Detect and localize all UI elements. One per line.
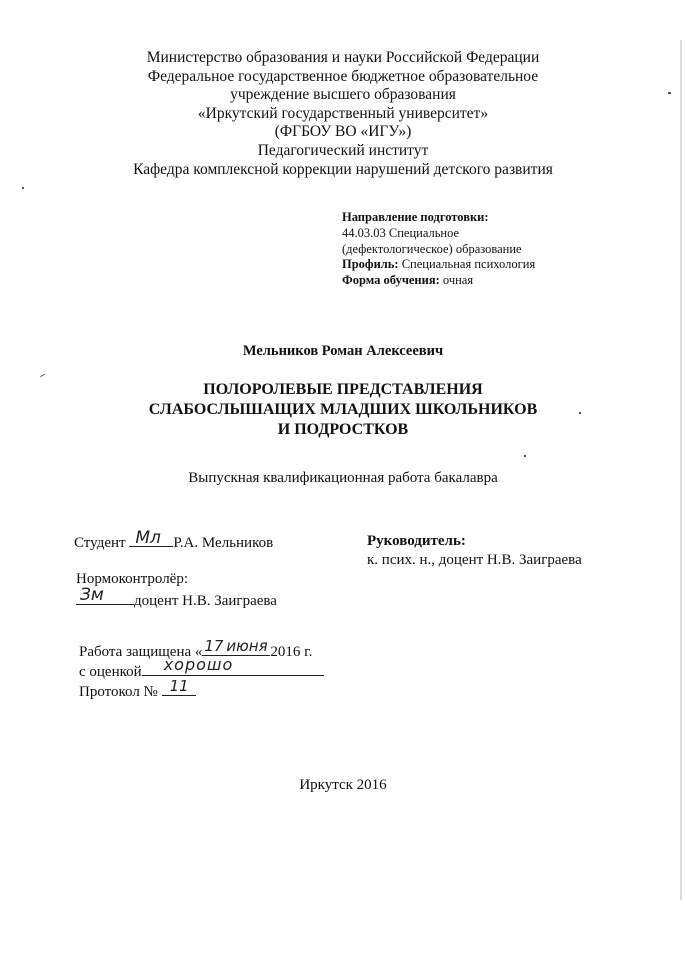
student-label: Студент [74, 535, 126, 551]
ministry-line: Министерство образования и науки Российской Федерации [146, 49, 540, 66]
protocol-number: 11 [169, 677, 189, 695]
department-line: Кафедра комплексной коррекции нарушений детского развития [133, 160, 553, 178]
defense-month-field [224, 637, 270, 656]
direction-label: Направление подготовки: [342, 210, 489, 224]
direction-value-1: 44.03.03 Специальное [342, 225, 460, 240]
university-name-line: «Иркутский государственный университет» [197, 104, 489, 122]
student-signature: Мл [135, 528, 161, 548]
defense-prefix: Работа защищена « [79, 644, 203, 660]
university-abbrev-line: (ФГБОУ ВО «ИГУ») [274, 123, 412, 141]
grade-label: с оценкой [79, 664, 142, 680]
grade-field [142, 655, 324, 676]
institution-header [0, 49, 686, 179]
education-level-line: учреждение высшего образования [230, 86, 456, 104]
title-line-3: И ПОДРОСТКОВ [277, 421, 409, 438]
direction-value-2: (дефектологическое) образование [342, 241, 522, 256]
institute-line: Педагогический институт [257, 141, 429, 159]
thesis-title [0, 380, 686, 440]
form-value: очная [439, 273, 474, 288]
normocontroller-signature: Зм [80, 585, 104, 605]
supervisor-block [367, 532, 582, 570]
student-line [74, 528, 274, 552]
scan-speck [524, 455, 526, 457]
profile-value: Специальная психология [398, 257, 536, 272]
protocol-field [162, 677, 196, 696]
student-signature-line [129, 528, 173, 548]
profile-label: Профиль: [342, 257, 399, 272]
supervisor-value: к. псих. н., доцент Н.В. Заиграева [367, 552, 582, 568]
protocol-label: Протокол № [79, 684, 158, 700]
defense-suffix: 2016 г. [270, 644, 313, 660]
defense-day: 17 [204, 637, 224, 655]
defense-day-field [202, 637, 224, 656]
supervisor-label: Руководитель: [367, 533, 466, 549]
student-name: Р.А. Мельников [173, 535, 274, 551]
author-name: Мельников Роман Алексеевич [242, 343, 444, 359]
normocontroller-block [76, 569, 277, 612]
city-year: Иркутск 2016 [299, 777, 387, 793]
university-type-line: Федеральное государственное бюджетное образовательное [147, 67, 539, 85]
defense-block [79, 637, 324, 701]
title-line-2: СЛАБОСЛЫШАЩИХ МЛАДШИХ ШКОЛЬНИКОВ [148, 401, 538, 418]
form-label: Форма обучения: [342, 273, 440, 288]
normocontroller-signature-line [76, 585, 134, 605]
scan-speck [40, 374, 45, 377]
program-info [342, 210, 535, 289]
work-type: Выпускная квалификационная работа бакалавра [188, 470, 498, 486]
scan-speck [22, 187, 24, 189]
grade-value: хорошо [163, 655, 234, 674]
defense-month: июня [226, 637, 268, 655]
normocontroller-label: Нормоконтролёр: [76, 571, 189, 587]
title-line-1: ПОЛОРОЛЕВЫЕ ПРЕДСТАВЛЕНИЯ [203, 381, 483, 398]
normocontroller-value: доцент Н.В. Заиграева [134, 593, 277, 609]
